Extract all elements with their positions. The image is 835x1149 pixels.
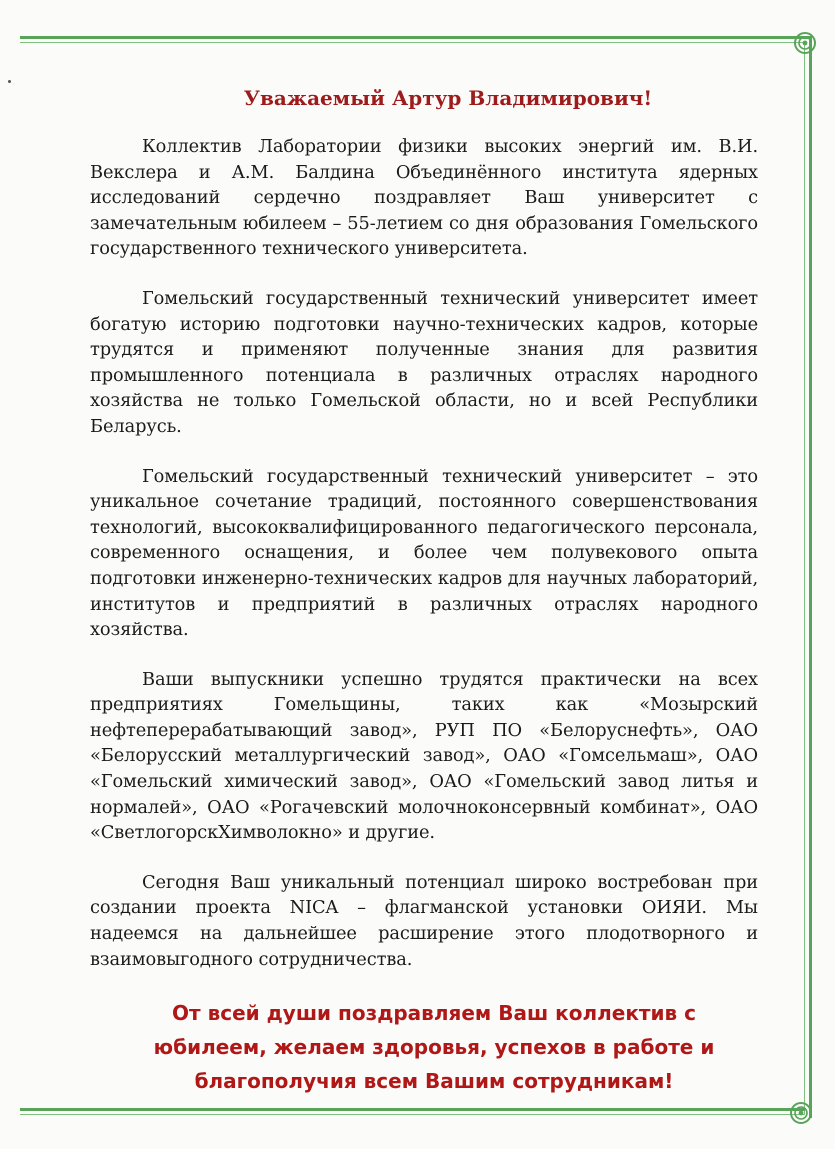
decorative-frame-bottom: [20, 1108, 805, 1111]
decorative-frame-bottom-inner: [20, 1114, 805, 1115]
letter-paragraph: Коллектив Лаборатории физики высоких энергий им. В.И. Векслера и А.М. Балдина Объединённого института ядерных исследований сердечно поздравляет Ваш университет с замечательным юбилеем – 55-летием со дня образования Гомельского государственного технического университета.: [90, 136, 758, 260]
closing-line: юбилеем, желаем здоровья, успехов в работе и: [153, 1035, 715, 1060]
letter-paragraph: Сегодня Ваш уникальный потенциал широко востребован при создании проекта NICA – флагманской установки ОИЯИ. Мы надеемся на дальнейшее расширение этого плодотворного и взаимовыгодного сотрудничества.: [90, 871, 758, 970]
letter-body: [90, 80, 758, 1098]
letter-closing: [90, 996, 758, 1098]
scan-speck: [8, 80, 11, 83]
letter-paragraph: Ваши выпускники успешно трудятся практически на всех предприятиях Гомельщины, таких как «Мозырский нефтеперерабатывающий завод», РУП ПО «Белоруснефть», ОАО «Белорусский металлургический завод», ОАО «Гомсельмаш», ОАО «Гомельский химический завод», ОАО «Гомельский завод литья и нормалей», ОАО «Рогачевский молочноконсервный комбинат», ОАО «СветлогорскХимволокно» и другие.: [90, 668, 758, 844]
letter-greeting: Уважаемый Артур Владимирович!: [243, 86, 653, 110]
letter-paragraph: Гомельский государственный технический университет имеет богатую историю подготовки научно-технических кадров, которые трудятся и применяют полученные знания для развития промышленного потенциала в различных отраслях народного хозяйства не только Гомельской области, но и всей Республики Беларусь.: [90, 287, 758, 437]
spiral-ornament-icon: [788, 1100, 814, 1126]
closing-line: От всей души поздравляем Ваш коллектив с: [172, 1001, 696, 1026]
spiral-ornament-icon: [792, 30, 818, 56]
letter-paragraph: Гомельский государственный технический университет – это уникальное сочетание традиций, постоянного совершенствования технологий, высококвалифицированного педагогического персонала, современного оснащения, и более чем полувекового опыта подготовки инженерно-технических кадров для научных лабораторий, институтов и предприятий в различных отраслях народного хозяйства.: [90, 465, 758, 641]
closing-line: благополучия всем Вашим сотрудникам!: [194, 1069, 674, 1094]
